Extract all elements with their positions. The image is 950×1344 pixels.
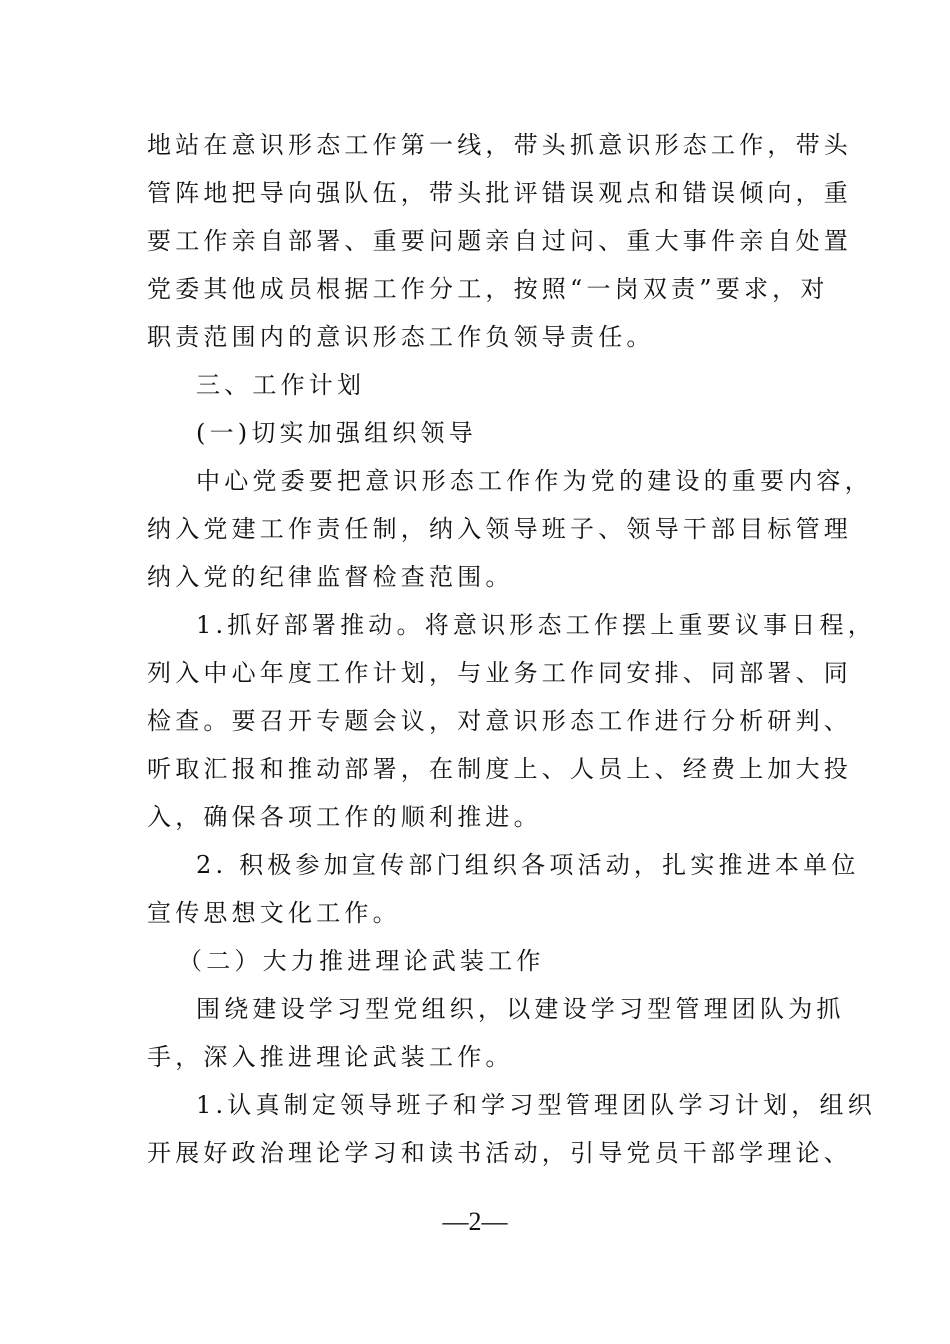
list-item-line: 1.抓好部署推动。将意识形态工作摆上重要议事日程， — [196, 611, 876, 639]
body-text-line: 入，确保各项工作的顺利推进。 — [147, 803, 542, 831]
body-text-line: 管阵地把导向强队伍，带头批评错误观点和错误倾向，重 — [147, 179, 852, 207]
body-text-line: 中心党委要把意识形态工作作为党的建设的重要内容， — [196, 467, 873, 495]
body-text-line: 列入中心年度工作计划，与业务工作同安排、同部署、同 — [147, 659, 852, 687]
body-text-line: 检查。要召开专题会议，对意识形态工作进行分析研判、 — [147, 707, 852, 735]
body-text-line: 要工作亲自部署、重要问题亲自过问、重大事件亲自处置 — [147, 227, 852, 255]
body-text-line: 手，深入推进理论武装工作。 — [147, 1043, 514, 1071]
list-item-line: 2. 积极参加宣传部门组织各项活动，扎实推进本单位 — [196, 851, 860, 879]
body-text-line: 纳入党建工作责任制，纳入领导班子、领导干部目标管理 — [147, 515, 852, 543]
body-text-line: 宣传思想文化工作。 — [147, 899, 401, 927]
body-text-line: 党委其他成员根据工作分工，按照“一岗双责”要求，对 — [147, 275, 829, 303]
list-item-line: 1.认真制定领导班子和学习型管理团队学习计划，组织 — [196, 1091, 876, 1119]
subsection-heading: (一)切实加强组织领导 — [196, 419, 477, 447]
body-text-line: 围绕建设学习型党组织，以建设学习型管理团队为抓 — [196, 995, 845, 1023]
body-text-line: 地站在意识形态工作第一线，带头抓意识形态工作，带头 — [147, 131, 852, 159]
body-text-line: 纳入党的纪律监督检查范围。 — [147, 563, 514, 591]
subsection-heading: （二）大力推进理论武装工作 — [178, 947, 545, 975]
body-text-line: 听取汇报和推动部署，在制度上、人员上、经费上加大投 — [147, 755, 852, 783]
body-text-line: 开展好政治理论学习和读书活动，引导党员干部学理论、 — [147, 1139, 852, 1167]
body-text-line: 职责范围内的意识形态工作负领导责任。 — [147, 323, 655, 351]
section-heading: 三、工作计划 — [196, 371, 366, 399]
page-number: —2— — [442, 1207, 508, 1236]
